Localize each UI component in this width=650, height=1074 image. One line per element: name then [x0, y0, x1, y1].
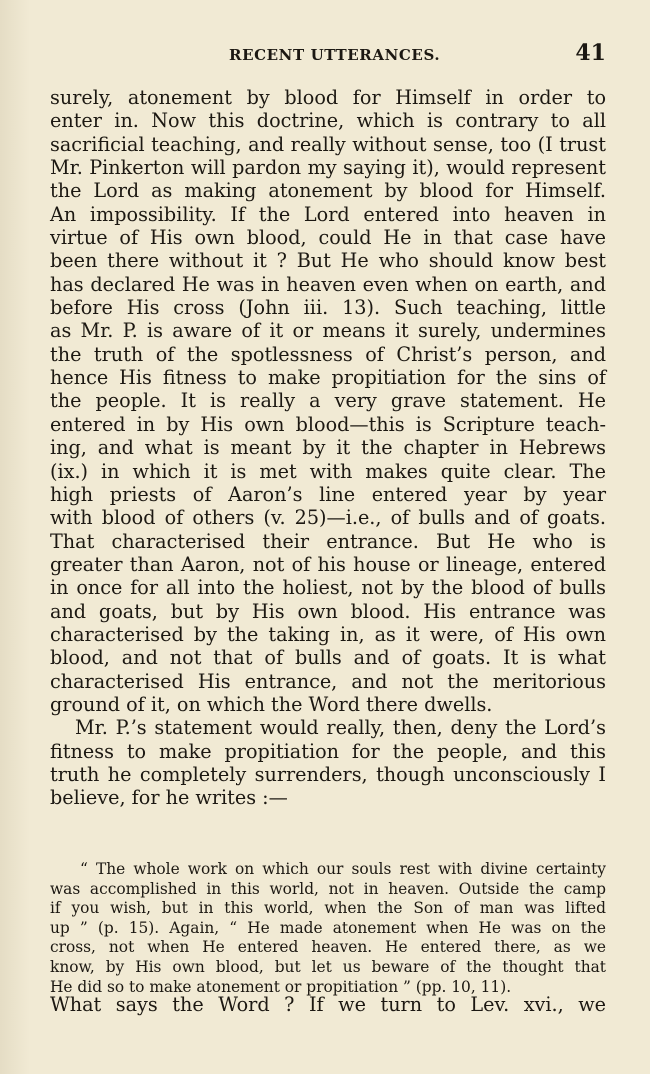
paragraph-start-line: Mr. P.’s statement would really, then, deny the Lord’s	[75, 716, 606, 740]
page-number: 41	[575, 40, 606, 66]
page-header	[0, 40, 650, 70]
text-line: in once for all into the holiest, not by the blood of bulls	[50, 576, 606, 600]
running-title: RECENT UTTERANCES.	[229, 46, 441, 64]
body-text	[50, 86, 606, 810]
text-line: (ix.) in which it is met with makes quite clear. The	[50, 459, 606, 483]
quote-line: up ” (p. 15). Again, “ He made atonement when He was on the	[50, 918, 606, 937]
quote-line: was accomplished in this world, not in heaven. Outside the camp	[50, 879, 606, 898]
quote-line: He did so to make atonement or propitiation ” (pp. 10, 11).	[50, 977, 512, 996]
text-line: the truth of the spotlessness of Christ’s person, and	[50, 342, 606, 366]
text-line: has declared He was in heaven even when on earth, and	[50, 272, 606, 296]
block-quote	[50, 860, 606, 997]
text-line: Mr. Pinkerton will pardon my saying it), would represent	[50, 156, 606, 180]
text-line: What says the Word ? If we turn to Lev. xvi., we	[50, 993, 606, 1016]
text-line: ing, and what is meant by it the chapter in Hebrews	[50, 436, 606, 460]
quote-line: if you wish, but in this world, when the Son of man was lifted	[50, 899, 606, 918]
text-line: blood, and not that of bulls and of goats. It is what	[50, 646, 606, 670]
quote-line: “ The whole work on which our souls rest with divine certainty	[80, 860, 606, 878]
text-line: surely, atonement by blood for Himself in order to	[50, 86, 606, 109]
text-line: fitness to make propitiation for the people, and this	[50, 739, 606, 763]
text-line: entered in by His own blood—this is Scripture teach-	[50, 412, 606, 436]
text-line: before His cross (John iii. 13). Such teaching, little	[50, 296, 606, 320]
text-line: That characterised their entrance. But He who is	[50, 529, 606, 553]
text-line: and goats, but by His own blood. His entrance was	[50, 599, 606, 623]
closing-paragraph	[50, 993, 606, 1017]
quote-line: know, by His own blood, but let us beware of the thought that	[50, 957, 606, 976]
text-line: sacrificial teaching, and really without sense, too (I trust	[50, 132, 606, 156]
text-line: been there without it ? But He who should know best	[50, 249, 606, 273]
text-line: the Lord as making atonement by blood for Himself.	[50, 179, 606, 203]
paragraph-end-line: ground of it, on which the Word there dwells.	[50, 692, 493, 716]
paragraph-end-line: believe, for he writes :—	[50, 786, 288, 810]
text-line: greater than Aaron, not of his house or lineage, entered	[50, 552, 606, 576]
text-line: characterised by the taking in, as it were, of His own	[50, 622, 606, 646]
text-line: the people. It is really a very grave statement. He	[50, 389, 606, 413]
text-line: high priests of Aaron’s line entered year by year	[50, 482, 606, 506]
text-line: An impossibility. If the Lord entered into heaven in	[50, 202, 606, 226]
text-line: enter in. Now this doctrine, which is contrary to all	[50, 109, 606, 133]
text-line: as Mr. P. is aware of it or means it surely, undermines	[50, 319, 606, 343]
text-line: with blood of others (v. 25)—i.e., of bulls and of goats.	[50, 506, 606, 530]
text-line: characterised His entrance, and not the meritorious	[50, 669, 606, 693]
quote-line: cross, not when He entered heaven. He entered there, as we	[50, 938, 606, 957]
text-line: virtue of His own blood, could He in that case have	[50, 226, 606, 250]
text-line: hence His fitness to make propitiation for the sins of	[50, 366, 606, 390]
text-line: truth he completely surrenders, though unconsciously I	[50, 762, 606, 786]
